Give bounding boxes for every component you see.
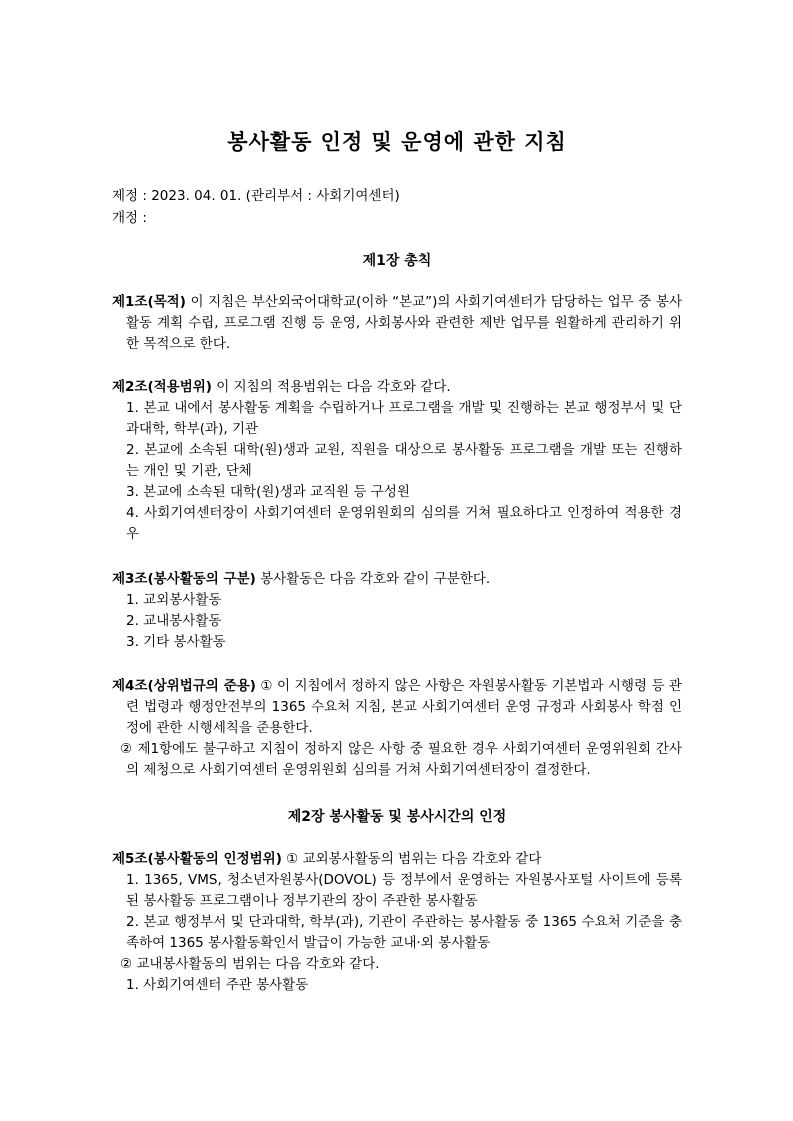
article-5-heading: 제5조(봉사활동의 인정범위)	[112, 851, 282, 867]
article-2	[112, 377, 682, 545]
document-title: 봉사활동 인정 및 운영에 관한 지침	[227, 130, 567, 154]
article-3	[112, 569, 682, 653]
article-3-body: 봉사활동은 다음 각호와 같이 구분한다.	[255, 571, 491, 587]
article-2-item: 3. 본교에 소속된 대학(원)생과 교직원 등 구성원	[126, 484, 410, 500]
article-4-heading: 제4조(상위법규의 준용)	[112, 678, 256, 694]
article-1-body: 이 지침은 부산외국어대학교(이하 “본교”)의 사회기여센터가 담당하는 업무 중 봉사활동 계획 수립, 프로그램 진행 등 운영, 사회봉사와 관련한 제반 업무를 원활하게 관리하기 위한 목적으로 한다.	[126, 294, 682, 352]
chapter-1-heading: 제1장 총칙	[362, 253, 432, 269]
article-5	[112, 849, 682, 996]
article-5-item: 2. 본교 행정부서 및 단과대학, 학부(과), 기관이 주관하는 봉사활동 중 1365 수요처 기준을 충족하여 1365 봉사활동확인서 발급이 가능한 교내·외 봉사활동	[126, 914, 682, 951]
article-3-item: 1. 교외봉사활동	[126, 592, 222, 608]
revised-line: 개정 :	[112, 210, 147, 226]
article-2-text	[112, 377, 682, 398]
article-5-body: ① 교외봉사활동의 범위는 다음 각호와 같다	[281, 851, 542, 867]
article-2-item: 4. 사회기여센터장이 사회기여센터 운영위원회의 심의를 거쳐 필요하다고 인정하여 적용한 경우	[126, 505, 682, 542]
article-2-body: 이 지침의 적용범위는 다음 각호와 같다.	[211, 379, 451, 395]
article-5-item: 1. 1365, VMS, 청소년자원봉사(DOVOL) 등 정부에서 운영하는 자원봉사포털 사이트에 등록된 봉사활동 프로그램이나 정부기관의 장이 주관한 봉사활동	[126, 872, 682, 909]
article-2-item: 1. 본교 내에서 봉사활동 계획을 수립하거나 프로그램을 개발 및 진행하는 본교 행정부서 및 단과대학, 학부(과), 기관	[126, 400, 682, 437]
chapter-2-heading: 제2장 봉사활동 및 봉사시간의 인정	[287, 809, 507, 825]
enacted-line: 제정 : 2023. 04. 01. (관리부서 : 사회기여센터)	[112, 188, 400, 204]
article-1	[112, 292, 682, 355]
article-3-item: 2. 교내봉사활동	[126, 613, 222, 629]
article-3-heading: 제3조(봉사활동의 구분)	[112, 571, 256, 587]
article-1-text	[112, 292, 682, 355]
article-4-paragraph-2: ② 제1항에도 불구하고 지침이 정하지 않은 사항 중 필요한 경우 사회기여센터 운영위원회 간사의 제청으로 사회기여센터 운영위원회 심의를 거쳐 사회기여센터장이 결정한다.	[120, 741, 682, 778]
article-2-item: 2. 본교에 소속된 대학(원)생과 교원, 직원을 대상으로 봉사활동 프로그램을 개발 또는 진행하는 개인 및 기관, 단체	[126, 442, 682, 479]
article-4-body: ① 이 지침에서 정하지 않은 사항은 자원봉사활동 기본법과 시행령 등 관련 법령과 행정안전부의 1365 수요처 지침, 본교 사회기여센터 운영 규정과 사회봉사 학점 인정에 관한 시행세칙을 준용한다.	[126, 678, 682, 736]
article-5-item: 1. 사회기여센터 주관 봉사활동	[126, 977, 309, 993]
article-2-heading: 제2조(적용범위)	[112, 379, 212, 395]
article-5-paragraph-2: ② 교내봉사활동의 범위는 다음 각호와 같다.	[120, 956, 380, 972]
article-4	[112, 676, 682, 781]
article-4-text	[112, 676, 682, 739]
article-3-item: 3. 기타 봉사활동	[126, 634, 226, 650]
article-1-heading: 제1조(목적)	[112, 294, 186, 310]
article-3-text	[112, 569, 682, 590]
article-5-text	[112, 849, 682, 870]
